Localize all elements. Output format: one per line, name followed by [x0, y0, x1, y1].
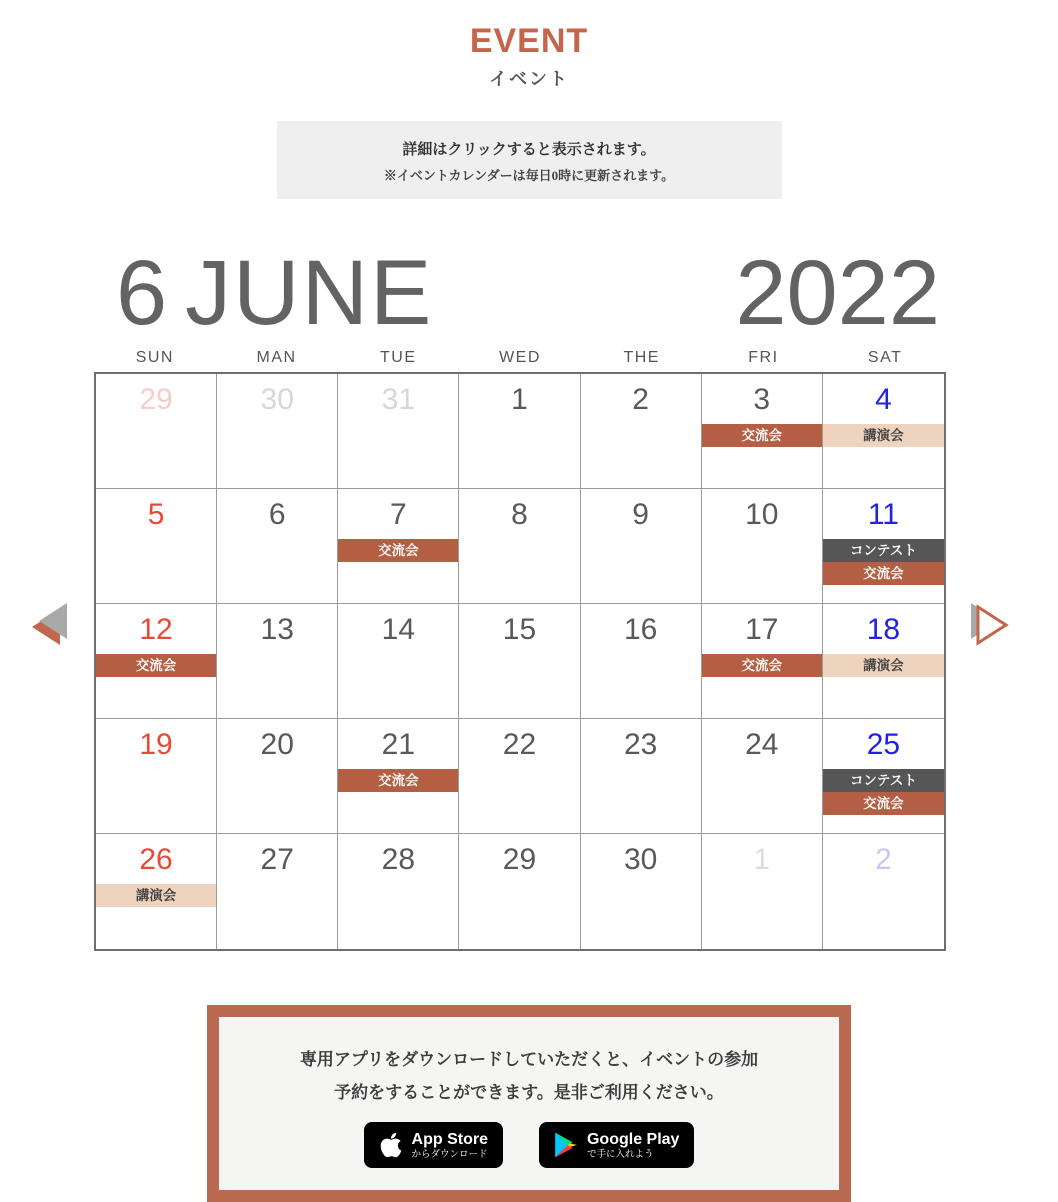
page-title: EVENT	[469, 22, 589, 60]
event-exchange[interactable]: 交流会	[702, 654, 822, 677]
app-store-subtitle: からダウンロード	[411, 1148, 488, 1160]
weekday-header: SAT	[867, 349, 903, 366]
date-number: 31	[381, 383, 416, 416]
calendar-cell[interactable]	[702, 719, 823, 834]
date-number: 28	[381, 843, 416, 876]
date-number: 1	[511, 383, 528, 416]
weekday-header: WED	[499, 349, 541, 366]
notice-box	[277, 121, 782, 199]
calendar-cell[interactable]	[823, 374, 944, 489]
date-number: 2	[632, 383, 649, 416]
date-number: 16	[623, 613, 658, 646]
date-number: 15	[502, 613, 537, 646]
prev-month-button[interactable]	[28, 601, 72, 647]
notice-line2: ※イベントカレンダーは毎日0時に更新されます。	[383, 168, 675, 183]
calendar-body	[94, 349, 946, 951]
calendar-cell[interactable]	[96, 834, 217, 949]
calendar-cell[interactable]	[217, 834, 338, 949]
app-store-badge[interactable]	[364, 1122, 503, 1168]
date-number: 1	[753, 843, 771, 876]
date-number: 30	[623, 843, 658, 876]
apple-icon	[379, 1131, 403, 1159]
date-number: 24	[745, 728, 779, 761]
date-number: 30	[260, 383, 294, 416]
date-number: 9	[632, 498, 649, 531]
calendar-cell[interactable]	[217, 489, 338, 604]
date-number: 18	[866, 613, 901, 646]
event-lecture[interactable]: 講演会	[96, 884, 216, 907]
date-number: 3	[753, 383, 771, 416]
app-promo-box	[207, 1005, 851, 1202]
calendar-cell[interactable]	[459, 374, 580, 489]
event-lecture[interactable]: 講演会	[823, 424, 944, 447]
event-calendar	[94, 242, 946, 951]
calendar-cell[interactable]	[823, 604, 944, 719]
calendar-cell[interactable]	[338, 834, 459, 949]
date-number: 7	[390, 498, 407, 531]
weekday-header: TUE	[380, 349, 417, 366]
event-exchange[interactable]: 交流会	[702, 424, 822, 447]
date-number: 8	[511, 498, 528, 531]
arrow-left-icon	[28, 601, 72, 647]
calendar-cell[interactable]	[581, 604, 702, 719]
weekday-header-row	[94, 349, 946, 372]
date-number: 20	[260, 728, 294, 761]
arrow-right-icon	[966, 601, 1010, 647]
weekday-header: SUN	[135, 349, 174, 366]
event-lecture[interactable]: 講演会	[823, 654, 944, 677]
event-exchange[interactable]: 交流会	[96, 654, 216, 677]
date-number: 11	[867, 498, 899, 531]
calendar-cell[interactable]	[96, 489, 217, 604]
date-number: 17	[745, 613, 779, 646]
promo-line2: 予約をすることができます。是非ご利用ください。	[334, 1083, 724, 1103]
calendar-cell[interactable]	[459, 489, 580, 604]
date-number: 5	[147, 498, 165, 531]
date-number: 25	[866, 728, 901, 761]
date-number: 26	[139, 843, 173, 876]
calendar-cell[interactable]	[96, 604, 217, 719]
page-subtitle: イベント	[489, 69, 569, 89]
month-number: 6	[116, 242, 168, 344]
month-name: JUNE	[185, 242, 434, 344]
calendar-cell[interactable]	[823, 719, 944, 834]
calendar-cell[interactable]	[581, 374, 702, 489]
calendar-cell[interactable]	[217, 604, 338, 719]
promo-line1: 専用アプリをダウンロードしていただくと、イベントの参加	[299, 1050, 759, 1069]
date-number: 22	[502, 728, 537, 761]
date-number: 6	[268, 498, 286, 531]
next-month-button[interactable]	[966, 601, 1010, 647]
calendar-cell[interactable]	[823, 489, 944, 604]
calendar-cell[interactable]	[217, 374, 338, 489]
calendar-cell[interactable]	[702, 489, 823, 604]
google-play-subtitle: で手に入れよう	[586, 1148, 654, 1160]
weekday-header: MAN	[256, 349, 297, 366]
date-number: 21	[381, 728, 416, 761]
google-play-badge[interactable]	[539, 1122, 694, 1168]
app-store-title: App Store	[411, 1130, 488, 1148]
calendar-cell[interactable]	[823, 834, 944, 949]
calendar-cell[interactable]	[459, 604, 580, 719]
date-number: 29	[502, 843, 537, 876]
event-contest[interactable]: コンテスト	[823, 539, 944, 562]
google-play-title: Google Play	[586, 1130, 680, 1148]
calendar-cell[interactable]	[581, 489, 702, 604]
date-number: 10	[745, 498, 779, 531]
date-number: 23	[623, 728, 658, 761]
calendar-cell[interactable]	[96, 374, 217, 489]
date-number: 19	[139, 728, 173, 761]
calendar-cell[interactable]	[217, 719, 338, 834]
weekday-header: THE	[623, 349, 660, 366]
calendar-cell[interactable]	[459, 719, 580, 834]
event-exchange[interactable]: 交流会	[338, 539, 458, 562]
calendar-cell[interactable]	[338, 719, 459, 834]
calendar-cell[interactable]	[702, 604, 823, 719]
month-display	[116, 242, 434, 344]
date-number: 12	[139, 613, 173, 646]
store-badges	[219, 1122, 839, 1168]
event-exchange[interactable]: 交流会	[823, 792, 944, 815]
event-exchange[interactable]: 交流会	[338, 769, 458, 792]
calendar-cell[interactable]	[702, 374, 823, 489]
year-display: 2022	[735, 242, 940, 344]
month-header	[94, 242, 946, 344]
date-number: 14	[381, 613, 416, 646]
event-contest[interactable]: コンテスト	[823, 769, 944, 792]
page-header	[0, 0, 1058, 91]
google-play-icon	[554, 1132, 578, 1158]
date-number: 27	[260, 843, 294, 876]
calendar-cell[interactable]	[581, 719, 702, 834]
calendar-cell[interactable]	[338, 489, 459, 604]
calendar-grid	[94, 372, 946, 951]
calendar-cell[interactable]	[581, 834, 702, 949]
calendar-cell[interactable]	[702, 834, 823, 949]
calendar-cell[interactable]	[338, 604, 459, 719]
calendar-cell[interactable]	[459, 834, 580, 949]
date-number: 13	[260, 613, 294, 646]
event-exchange[interactable]: 交流会	[823, 562, 944, 585]
date-number: 4	[875, 383, 892, 416]
date-number: 29	[139, 383, 173, 416]
calendar-cell[interactable]	[338, 374, 459, 489]
weekday-header: FRI	[748, 349, 779, 366]
notice-line1: 詳細はクリックすると表示されます。	[402, 142, 656, 158]
calendar-cell[interactable]	[96, 719, 217, 834]
date-number: 2	[875, 843, 892, 876]
